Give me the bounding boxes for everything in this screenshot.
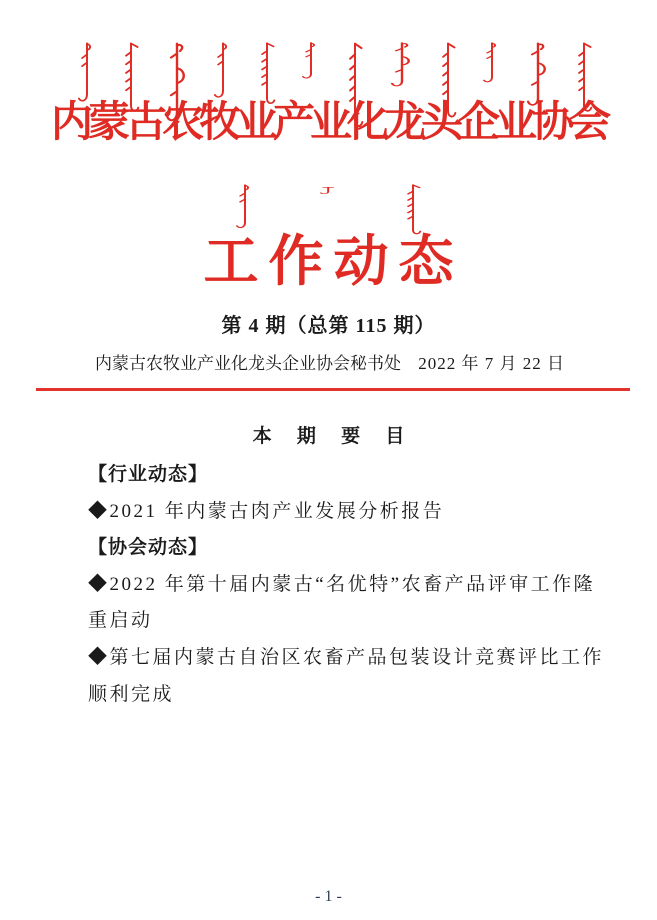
toc-section-heading: 【协会动态】 (88, 537, 209, 559)
toc-entry: ◆第七届内蒙古自治区农畜产品包装设计竞赛评比工作 (88, 646, 605, 668)
toc-entry: ◆2022 年第十届内蒙古“名优特”农畜产品评审工作隆 (88, 573, 596, 595)
red-divider-rule (36, 388, 630, 391)
toc-entry: ◆2021 年内蒙古肉产业发展分析报告 (88, 500, 445, 522)
mongolian-word-icon (214, 42, 232, 100)
toc-list (88, 457, 605, 713)
mongolian-word-icon (320, 186, 338, 208)
page-number: - 1 - (315, 888, 342, 905)
toc-section-heading: 【行业动态】 (88, 464, 209, 485)
mongolian-word-icon (236, 184, 254, 230)
mongolian-word-icon (404, 184, 422, 236)
publisher-row (95, 352, 565, 376)
bulletin-title: 工作动态 (203, 231, 464, 292)
publish-date: 2022 年 7 月 22 日 (418, 354, 565, 373)
toc-entry-continuation: 重启动 (88, 610, 153, 632)
issue-number: 第 4 期（总第 115 期） (221, 315, 436, 337)
mongolian-script-row-middle (0, 184, 657, 236)
mongolian-word-icon (302, 42, 320, 80)
mongolian-word-icon (391, 42, 413, 88)
mongolian-word-icon (78, 42, 96, 104)
organization-title: 内蒙古农牧业产业化龙头企业协会 (50, 100, 606, 146)
toc-entry-continuation: 顺利完成 (88, 683, 175, 705)
publisher-name: 内蒙古农牧业产业化龙头企业协会秘书处 (95, 354, 401, 373)
mongolian-word-icon (483, 42, 501, 84)
toc-title: 本 期 要 目 (252, 426, 415, 447)
mongolian-word-icon (258, 42, 276, 106)
